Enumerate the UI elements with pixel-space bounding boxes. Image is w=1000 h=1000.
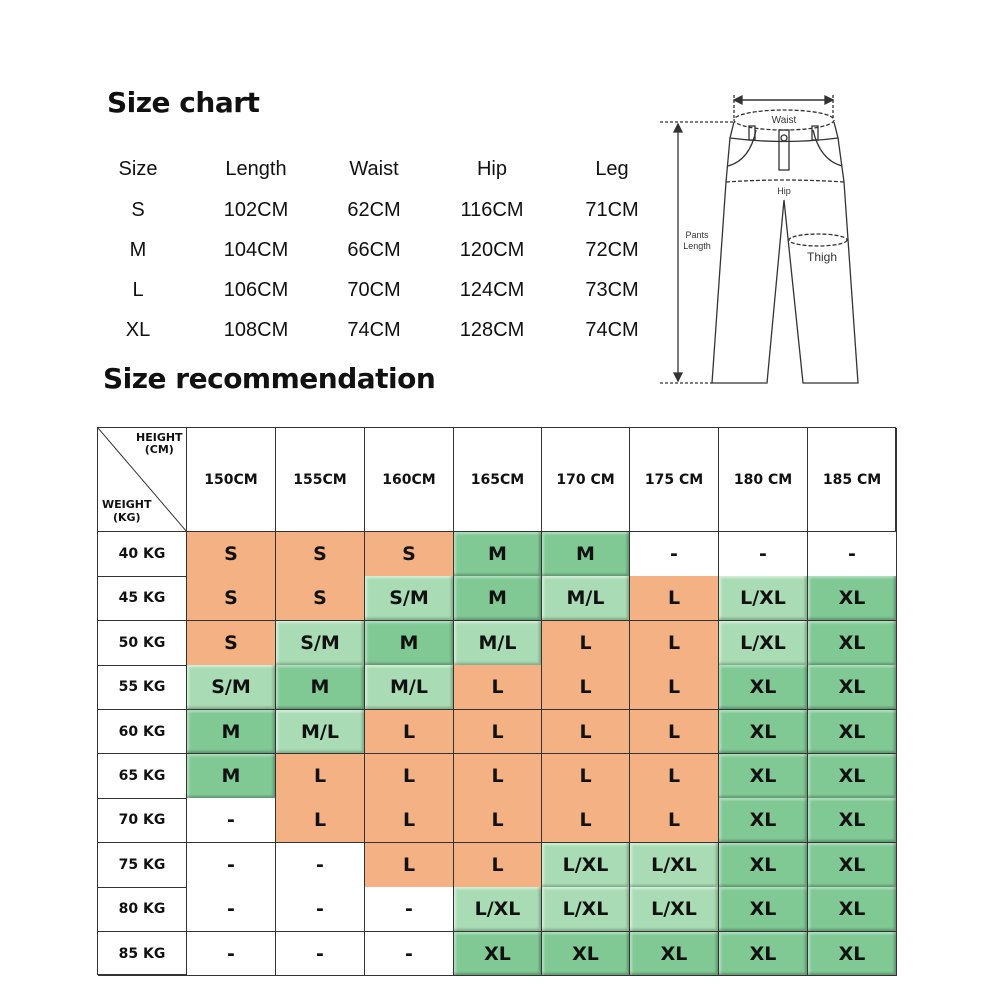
pants-diagram (660, 90, 880, 390)
size-cell: M (542, 532, 630, 577)
size-recommendation-title: Size recommendation (103, 362, 436, 395)
size-cell: S (276, 576, 365, 621)
weight-header: 85 KG (98, 932, 187, 977)
size-chart-header: Length (225, 158, 287, 180)
size-cell: XL (808, 843, 897, 888)
height-axis-label (136, 432, 183, 456)
size-chart-title: Size chart (107, 86, 260, 119)
weight-header: 45 KG (98, 576, 187, 621)
size-cell: - (276, 932, 365, 977)
waist-label: Waist (771, 115, 797, 126)
size-cell: L (630, 710, 719, 755)
size-cell: L (454, 754, 542, 799)
size-cell: XL (808, 887, 897, 932)
size-chart-cell: L (132, 279, 144, 301)
size-cell: - (719, 532, 808, 577)
size-cell: L (276, 754, 365, 799)
size-cell: XL (808, 665, 897, 710)
size-cell: XL (808, 576, 897, 621)
height-header: 180 CM (719, 428, 808, 532)
size-cell: S (187, 576, 276, 621)
size-cell: L (630, 576, 719, 621)
size-cell: M (365, 621, 454, 666)
size-chart-cell: 104CM (223, 239, 289, 261)
size-cell: M (187, 710, 276, 755)
size-cell: L/XL (542, 887, 630, 932)
size-cell: - (187, 932, 276, 977)
size-cell: L (365, 843, 454, 888)
weight-unit: (KG) (112, 511, 141, 524)
size-cell: L (454, 665, 542, 710)
size-cell: M (276, 665, 365, 710)
size-cell: - (276, 843, 365, 888)
hip-label: Hip (777, 186, 791, 196)
size-cell: S (276, 532, 365, 577)
weight-header: 70 KG (98, 798, 187, 843)
size-cell: XL (719, 710, 808, 755)
size-cell: - (365, 932, 454, 977)
size-chart-header: Size (118, 158, 158, 180)
size-cell: M (187, 754, 276, 799)
size-cell: XL (808, 710, 897, 755)
size-cell: L/XL (630, 843, 719, 888)
size-cell: L (454, 843, 542, 888)
height-header: 170 CM (542, 428, 630, 532)
size-cell: XL (808, 932, 897, 977)
size-cell: L/XL (719, 576, 808, 621)
size-cell: L (454, 710, 542, 755)
weight-header: 65 KG (98, 754, 187, 799)
size-chart-cell: 74CM (585, 319, 639, 341)
size-chart-cell: 128CM (459, 319, 525, 341)
size-cell: S (187, 532, 276, 577)
corner-cell (98, 428, 187, 532)
size-cell: XL (719, 932, 808, 977)
size-cell: XL (542, 932, 630, 977)
size-cell: L (630, 621, 719, 666)
height-label: HEIGHT (136, 431, 183, 444)
weight-label: WEIGHT (102, 498, 152, 511)
size-cell: L (542, 621, 630, 666)
pants-label: Pants (685, 230, 709, 240)
size-cell: L (542, 798, 630, 843)
size-cell: XL (808, 621, 897, 666)
size-cell: XL (630, 932, 719, 977)
size-cell: S (365, 532, 454, 577)
size-cell: XL (719, 754, 808, 799)
length-label: Length (683, 241, 711, 251)
size-cell: L/XL (719, 621, 808, 666)
height-header: 150CM (187, 428, 276, 532)
size-cell: M/L (454, 621, 542, 666)
height-header: 175 CM (630, 428, 719, 532)
size-chart-cell: 116CM (460, 199, 524, 221)
size-chart-cell: 102CM (223, 199, 289, 221)
weight-header: 55 KG (98, 665, 187, 710)
size-cell: XL (719, 843, 808, 888)
size-cell: L (542, 754, 630, 799)
size-chart-cell: 66CM (347, 239, 401, 261)
height-header: 185 CM (808, 428, 897, 532)
size-chart-cell: 62CM (347, 199, 401, 221)
size-cell: M/L (542, 576, 630, 621)
size-cell: S/M (276, 621, 365, 666)
weight-header: 40 KG (98, 532, 187, 577)
size-cell: L/XL (630, 887, 719, 932)
size-cell: L (630, 754, 719, 799)
weight-header: 75 KG (98, 843, 187, 888)
size-cell: L (454, 798, 542, 843)
size-cell: L (630, 665, 719, 710)
size-cell: S (187, 621, 276, 666)
size-chart-cell: XL (125, 319, 151, 341)
weight-axis-label (102, 498, 151, 524)
height-header: 165CM (454, 428, 542, 532)
size-cell: - (630, 532, 719, 577)
size-cell: XL (454, 932, 542, 977)
size-cell: - (187, 798, 276, 843)
size-chart-cell: 106CM (223, 279, 289, 301)
size-chart-cell: 72CM (585, 239, 639, 261)
size-chart-header: Waist (349, 158, 399, 180)
size-cell: - (808, 532, 897, 577)
height-header: 155CM (276, 428, 365, 532)
size-cell: M/L (365, 665, 454, 710)
size-chart-header: Hip (476, 158, 508, 180)
size-cell: - (187, 887, 276, 932)
size-cell: XL (719, 887, 808, 932)
size-cell: L/XL (454, 887, 542, 932)
weight-header: 60 KG (98, 710, 187, 755)
size-cell: - (365, 887, 454, 932)
size-cell: M (454, 576, 542, 621)
size-chart-cell: 108CM (223, 319, 289, 341)
size-cell: L (365, 754, 454, 799)
size-cell: L (630, 798, 719, 843)
size-cell: XL (808, 798, 897, 843)
size-cell: M/L (276, 710, 365, 755)
size-chart-cell: 73CM (585, 279, 639, 301)
size-chart-header: Leg (595, 158, 629, 180)
height-header: 160CM (365, 428, 454, 532)
size-cell: L (365, 798, 454, 843)
size-cell: L (542, 710, 630, 755)
size-cell: L (365, 710, 454, 755)
weight-header: 50 KG (98, 621, 187, 666)
size-cell: XL (719, 665, 808, 710)
size-cell: - (276, 887, 365, 932)
size-cell: S/M (187, 665, 276, 710)
size-cell: XL (719, 798, 808, 843)
size-cell: XL (808, 754, 897, 799)
size-cell: L (542, 665, 630, 710)
size-cell: L (276, 798, 365, 843)
size-recommendation-grid (97, 427, 896, 975)
size-chart-cell: 74CM (347, 319, 401, 341)
size-chart-cell: S (131, 199, 145, 221)
size-cell: M (454, 532, 542, 577)
weight-header: 80 KG (98, 887, 187, 932)
size-cell: - (187, 843, 276, 888)
height-unit: (CM) (144, 443, 174, 456)
size-chart-cell: 120CM (459, 239, 525, 261)
size-cell: S/M (365, 576, 454, 621)
size-chart-cell: 124CM (459, 279, 525, 301)
size-chart-cell: 71CM (585, 199, 639, 221)
size-chart-cell: M (129, 239, 147, 261)
size-chart-cell: 70CM (347, 279, 401, 301)
thigh-label: Thigh (806, 250, 838, 264)
size-cell: L/XL (542, 843, 630, 888)
